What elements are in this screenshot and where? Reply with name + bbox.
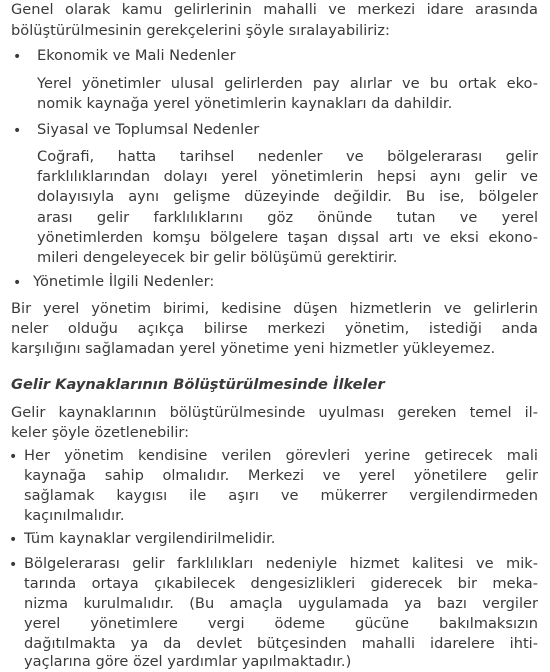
reason-body-line: karşılığını sağlamadan yerel yönetime yeni hizmetler yükleyemez. — [11, 340, 496, 357]
reason-body-line: Yerel yönetimler ulusal gelirlerden pay alırlar ve bu ortak eko- — [37, 75, 538, 92]
principle-line: kaçınılmalıdır. — [24, 507, 125, 524]
bullet-icon: • — [13, 275, 22, 291]
reason-body-line: nomik kaynağa yerel yönetimlerin kaynakları da dahildir. — [37, 95, 453, 112]
reason-title: Ekonomik ve Mali Nedenler — [37, 47, 236, 64]
section-heading: Gelir Kaynaklarının Bölüştürülmesinde İlkeler — [11, 376, 385, 393]
intro-line: bölüştürülmesinin gerekçelerini şöyle sıralayabiliriz: — [11, 22, 390, 39]
intro-line: Genel olarak kamu gelirlerinin mahalli ve merkezi idare arasında — [11, 1, 538, 18]
reason-title: Yönetimle İlgili Nedenler: — [33, 273, 215, 290]
reason-body-line: Bir yerel yönetim birimi, kedisine düşen hizmetlerin ve gelirlerin — [11, 300, 538, 317]
reason-body-line: yönetimlerden komşu bölgelere taşan dışsal artı ve eksi ekono- — [37, 229, 538, 246]
principle-line: kaynağa sahip olmalıdır. Merkezi ve yerel yönetilere gelir — [24, 467, 538, 484]
reason-body-line: arası gelir farklılıklarını göz önünde tutan ve yerel — [37, 209, 538, 226]
principle-line: tarında ortaya çıkabilecek dengesizlikleri giderecek bir meka- — [24, 575, 538, 592]
principle-line: nizma kurulmalıdır. (Bu amaçla uygulamada ya bazı vergiler — [24, 595, 538, 612]
section-intro-line: keler şöyle özetlenebilir: — [11, 424, 190, 441]
bullet-icon: • — [9, 532, 18, 548]
bullet-icon: • — [9, 449, 18, 465]
principle-line: sağlamak kaygısı ile aşırı ve mükerrer vergilendirmeden — [24, 487, 538, 504]
principle-line: yerel yönetimlere vergi ödeme gücüne bakılmaksızın — [24, 615, 538, 632]
reason-title: Siyasal ve Toplumsal Nedenler — [37, 121, 260, 138]
principle-line: Her yönetim kendisine verilen görevleri yerine getirecek mali — [24, 447, 538, 464]
reason-body-line: farklılıklarından dolayı yerel yönetimlerin hepsi aynı gelir ve — [37, 168, 538, 185]
reason-body-line: neler olduğu açıkça bilirse merkezi yönetim, istediği anda — [11, 320, 538, 337]
bullet-icon: • — [13, 123, 22, 139]
reason-body-line: Coğrafi, hatta tarihsel nedenler ve bölgelerarası gelir — [37, 148, 538, 165]
principle-line: Bölgelerarası gelir farklılıkları nedeniyle hizmet kalitesi ve mik- — [24, 555, 538, 572]
reason-body-line: dolayısıyla aynı gelişme düzeyinde değildir. Bu ise, bölgeler — [37, 188, 538, 205]
principle-line: yaçlarına göre özel yardımlar yapılmaktadır.) — [24, 653, 352, 670]
bullet-icon: • — [13, 49, 22, 65]
principle-line: Tüm kaynaklar vergilendirilmelidir. — [24, 530, 276, 547]
bullet-icon: • — [9, 557, 18, 573]
principle-line: dağıtılmakta ya da devlet bütçesinden mahalli idarelere ihti- — [24, 635, 538, 652]
section-intro-line: Gelir kaynaklarının bölüştürülmesinde uyulması gereken temel il- — [11, 404, 538, 421]
reason-body-line: mileri dengeleyecek bir gelir bölüşümü gerektirir. — [37, 249, 398, 266]
